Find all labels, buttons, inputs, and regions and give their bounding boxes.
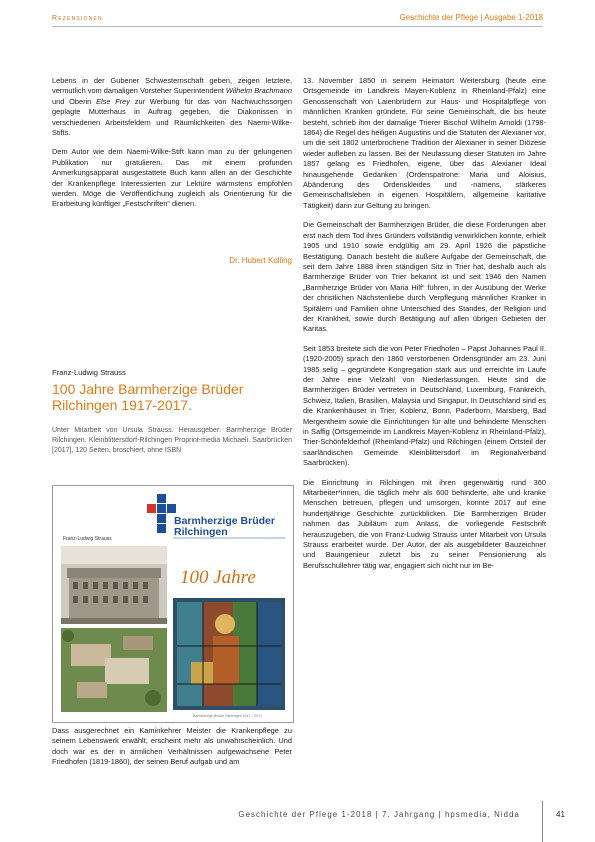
paragraph: Dass ausgerechnet ein Kaminkehrer Meister die Krankenpflege zu seinem Lebenswerk erwählt, erscheint mehr als unwahrscheinlich. Und doch war es der in ärmlichen Verhältnissen aufgewachsene Peter Friedhofen (1819-1860), der seinen Beruf aufgab und am — [52, 726, 292, 767]
cover-org-line: Barmherzige Brüder — [174, 515, 275, 527]
person-name: Else Frey — [96, 96, 130, 106]
paragraph: Die Einrichtung in Rilchingen mit ihren gegenwärtig rund 360 Mitarbeiter*innen, die täglich mehr als 600 behinderte, alte und kranke Menschen betreuen, pflegen und umsorgen, konnte 2017 auf eine hundertjährige Geschichte zurückblicken. Die Barmherzigen Brüder nahmen das Jubiläum zum Anlass, die vorliegende Festschrift herauszugeben, die von Franz-Ludwig Strauss unter Mitarbeit von Ursula Strauss erarbeitet wurde. Der Autor, der als ausgebildeter Bauzeichner und Bauingenieur zuletzt bis zu seiner Pensionierung als Berufsschullehrer tätig war, engagiert sich nicht nur im Be- — [303, 477, 546, 570]
text-span: und Oberin — [52, 96, 97, 106]
paragraph: Die Gemeinschaft der Barmherzigen Brüder, die diese Forderungen aber erst nach dem Tod ihres Gründers vollständig verwirklichen konnte, erhielt 1905 und 1910 sowie endgültig am 29. April 1926 die päpstliche Bestätigung. Danach besteht die äußere Aufgabe der Gemeinschaft, die seit dem Jahre 1888 ihren ständigen Sitz in Trier hat, deshalb auch als Barmherzige Brüder von Trier bekannt ist und seit 1946 den Namen „Barmherzige Brüder von Maria Hilf“ führen, in der Ausübung der Werke der christlichen Nächstenliebe durch Verpflegung männlicher Kranker in Spitälern und Familien ohne Unterschied des Standes, der Religion und der Krankheit, sowie durch Betätigung auf allen übrigen Gebieten der Karitas. — [303, 220, 546, 334]
text-span: Lebens in der Gubener Schwesternschaft geben, zeigen letztere, vermutlich vom damaligen Vorsteher Superintendent — [52, 76, 292, 96]
bibliographic-info: Unter Mitarbeit von Ursula Strauss. Herausgeber: Barmherzige Brüder Rilchingen. Kleinblittersdorf-Rilchingen Proprint-media Michaeli. Saarbrücken [2017], 120 Seiten, broschiert, ohne ISBN — [52, 427, 292, 454]
paragraph: Dem Autor wie dem Naemi-Wilke-Stift kann man zu der gelungenen Publikation nur gratulieren. Das mit einem profunden Anmerkungsapparat ausgestattete Buch kann allen an der Geschichte der Krankenpflege Interessierten zur Lektüre wärmstens empfohlen werden. Möge die Veröffentlichung zugleich als Orientierung für die Erarbeitung künftiger „Festschriften“ dienen. — [52, 147, 292, 209]
cross-logo-icon — [147, 494, 176, 533]
cover-org-line: Rilchingen — [174, 526, 228, 538]
person-name: Wilhelm Brachmann — [225, 86, 292, 96]
cover-author: Franz-Ludwig Strauss — [63, 536, 112, 542]
cover-anniversary: 100 Jahre — [180, 567, 256, 588]
footer-divider — [542, 801, 543, 842]
book-cover — [52, 485, 294, 723]
page-footer: Geschichte der Pflege 1-2018 | 7. Jahrgang | hpsmedia, Nidda — [238, 810, 520, 819]
journal-header: Geschichte der Pflege | Ausgabe 1-2018 — [399, 13, 543, 22]
paragraph: Seit 1853 breitete sich die von Peter Friedhofen – Papst Johannes Paul II. (1920-2005) sprach den 1860 verstorbenen Ordensgründer am 23. Juni 1985 selig – gegründete Kongregation stark aus und erreichte im Laufe der Jahre eine Vielzahl von Niederlassungen. Heute sind die Barmherzigen Brüder vertreten in Deutschland, Luxemburg, Frankreich, Schweiz, Italien, Brasilien, Malaysia und Singapur. In Deutschland sind es die Krankenhäuser in Trier, Koblenz, Bonn, Paderborn, Marsberg, Bad Mergentheim sowie die Einrichtungen für alte und behinderte Menschen in Saffig (Ortsgemeinde im Landkreis Mayen-Koblenz in Rheinland-Pfalz), Trier-Schönfelderhof (Rheinland-Pfalz) und Rilchingen (einem Ortsteil der saarländischen Gemeinde Kleinblittersdorf im Regionalverband Saarbrücken). — [303, 343, 546, 468]
reviewer-signature: Dr. Hubert Kolling — [229, 256, 292, 265]
aerial-photo — [61, 628, 167, 712]
left-column — [52, 76, 292, 219]
page-number: 41 — [556, 810, 565, 819]
review-author: Franz-Ludwig Strauss — [52, 368, 126, 377]
review-title: 100 Jahre Barmherzige Brüder Rilchingen 1917-2017. — [52, 381, 244, 413]
right-column — [303, 76, 546, 571]
text-span: zur Werbung für das von Nachwuchssorgen geplagte Mutterhaus in Auftrag gegeben, die Diakonissen in verschiedenen Arbeitsfeldern und Räumlichkeiten des Naemi-Wilke-Stifts. — [52, 96, 292, 138]
paragraph: 13. November 1850 in seinem Heimatort Weitersburg (heute eine Ortsgemeinde im Landkreis Mayen-Koblenz in Rheinland-Pfalz) eine Genossenschaft von Laienbrüdern zur Haus- und Hospitalpflege von männlichen Kranken gründete. Für seine Gemeinschaft, die bis heute besteht, schrieb ihm der damalige Trierer Bischof Wilhelm Arnoldi (1798-1864) die Regel des heiligen Augustins und die Statuten der Alexianer vor, um die seit 1802 unterbrochene Tradition der Alexianer in seiner Diözese wieder aufleben zu lassen. Bei der Neufassung dieser Statuten im Jahre 1857 gelang es Friedhofen, eigene, über das Alexianer Ideal hinausgehende Gedanken (Ordenspatrone: Maria und Aloisius, Abänderung des Ordenskleides und -namens, stärkeres Gemeinschaftsleben in eigenen Hospitälern, allgemeine karitative Tätigkeit) darin zur Geltung zu bringen. — [303, 76, 546, 210]
header-divider — [52, 26, 543, 27]
stained-glass-window — [173, 598, 285, 710]
cover-publisher-name — [174, 516, 275, 538]
building-photo — [61, 546, 167, 624]
section-header: Rezensionen — [52, 15, 103, 22]
cover-footer: Barmherzige Brüder Rilchingen 1917 – 2017 — [193, 714, 263, 718]
paragraph — [52, 76, 292, 138]
